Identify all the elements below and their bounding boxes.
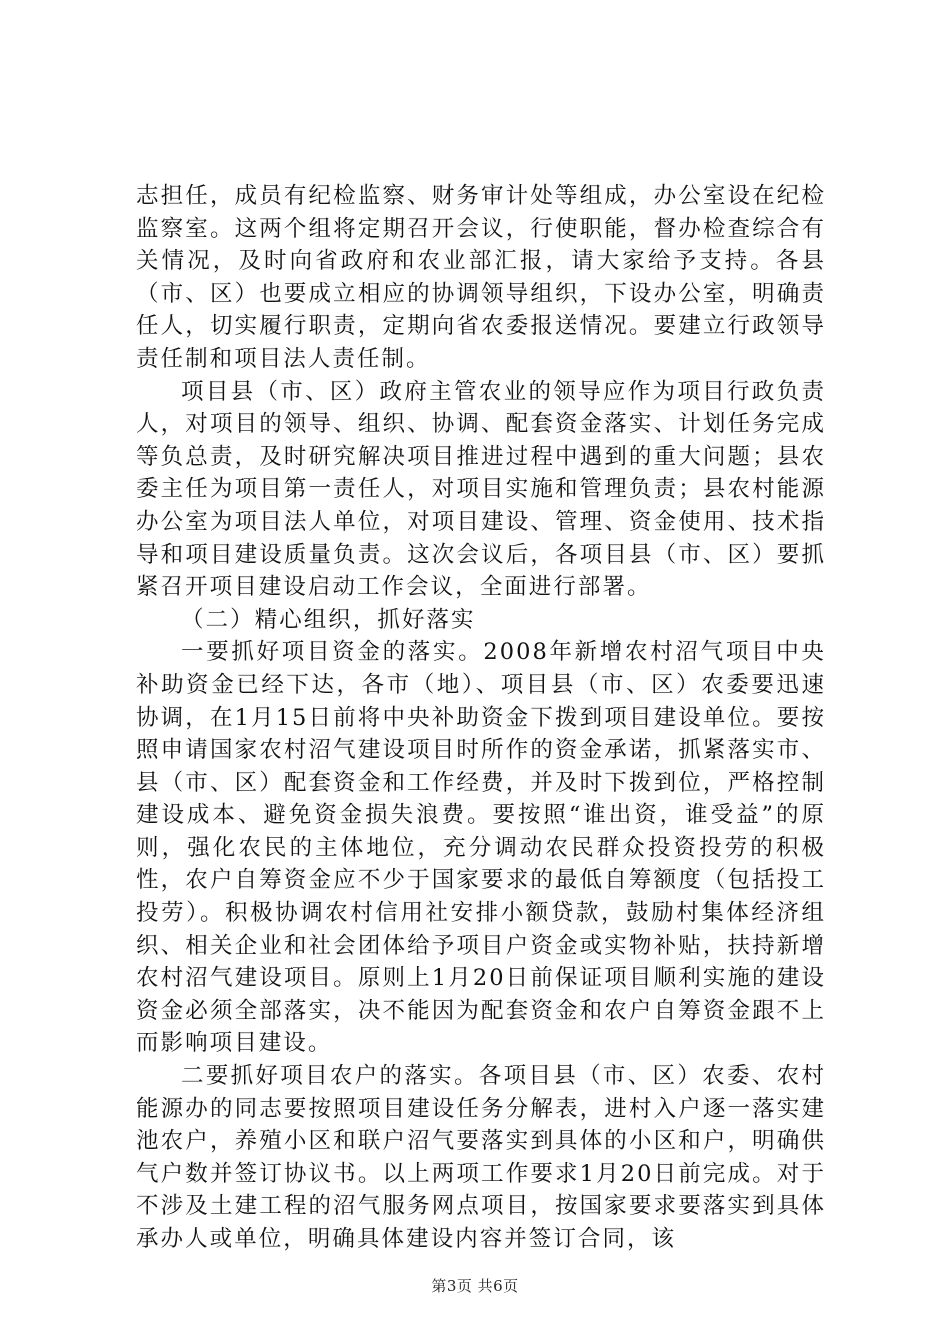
- paragraph-continued: 志担任，成员有纪检监察、财务审计处等组成，办公室设在纪检监察室。这两个组将定期召开会议，行使职能，督办检查综合有关情况，及时向省政府和农业部汇报，请大家给予支持。各县（市、区）也要成立相应的协调领导组织，下设办公室，明确责任人，切实履行职责，定期向省农委报送情况。要建立行政领导责任制和项目法人责任制。: [136, 183, 826, 372]
- page-number-footer: 第3页 共6页: [431, 1277, 519, 1295]
- paragraph-funding: 一要抓好项目资金的落实。2008年新增农村沼气项目中央补助资金已经下达，各市（地）、项目县（市、区）农委要迅速协调，在1月15日前将中央补助资金下拨到项目建设单位。要按照申请国家农村沼气建设项目时所作的资金承诺，抓紧落实市、县（市、区）配套资金和工作经费，并及时下拨到位，严格控制建设成本、避免资金损失浪费。要按照“谁出资，谁受益”的原则，强化农民的主体地位，充分调动农民群众投资投劳的积极性，农户自筹资金应不少于国家要求的最低自筹额度（包括投工投劳）。积极协调农村信用社安排小额贷款，鼓励村集体经济组织、相关企业和社会团体给予项目户资金或实物补贴，扶持新增农村沼气建设项目。原则上1月20日前保证项目顺利实施的建设资金必须全部落实，决不能因为配套资金和农户自筹资金跟不上而影响项目建设。: [136, 639, 826, 1057]
- paragraph-project-responsibility: 项目县（市、区）政府主管农业的领导应作为项目行政负责人，对项目的领导、组织、协调、配套资金落实、计划任务完成等负总责，及时研究解决项目推进过程中遇到的重大问题；县农委主任为项目第一责任人，对项目实施和管理负责；县农村能源办公室为项目法人单位，对项目建设、管理、资金使用、技术指导和项目建设质量负责。这次会议后，各项目县（市、区）要抓紧召开项目建设启动工作会议，全面进行部署。: [136, 378, 826, 601]
- section-heading: （二）精心组织，抓好落实: [181, 606, 476, 633]
- paragraph-farmers: 二要抓好项目农户的落实。各项目县（市、区）农委、农村能源办的同志要按照项目建设任务分解表，进村入户逐一落实建池农户，养殖小区和联户沼气要落实到具体的小区和户，明确供气户数并签订协议书。以上两项工作要求1月20日前完成。对于不涉及土建工程的沼气服务网点项目，按国家要求要落实到具体承办人或单位，明确具体建设内容并签订合同，该: [136, 1063, 826, 1252]
- document-body: [136, 180, 826, 1256]
